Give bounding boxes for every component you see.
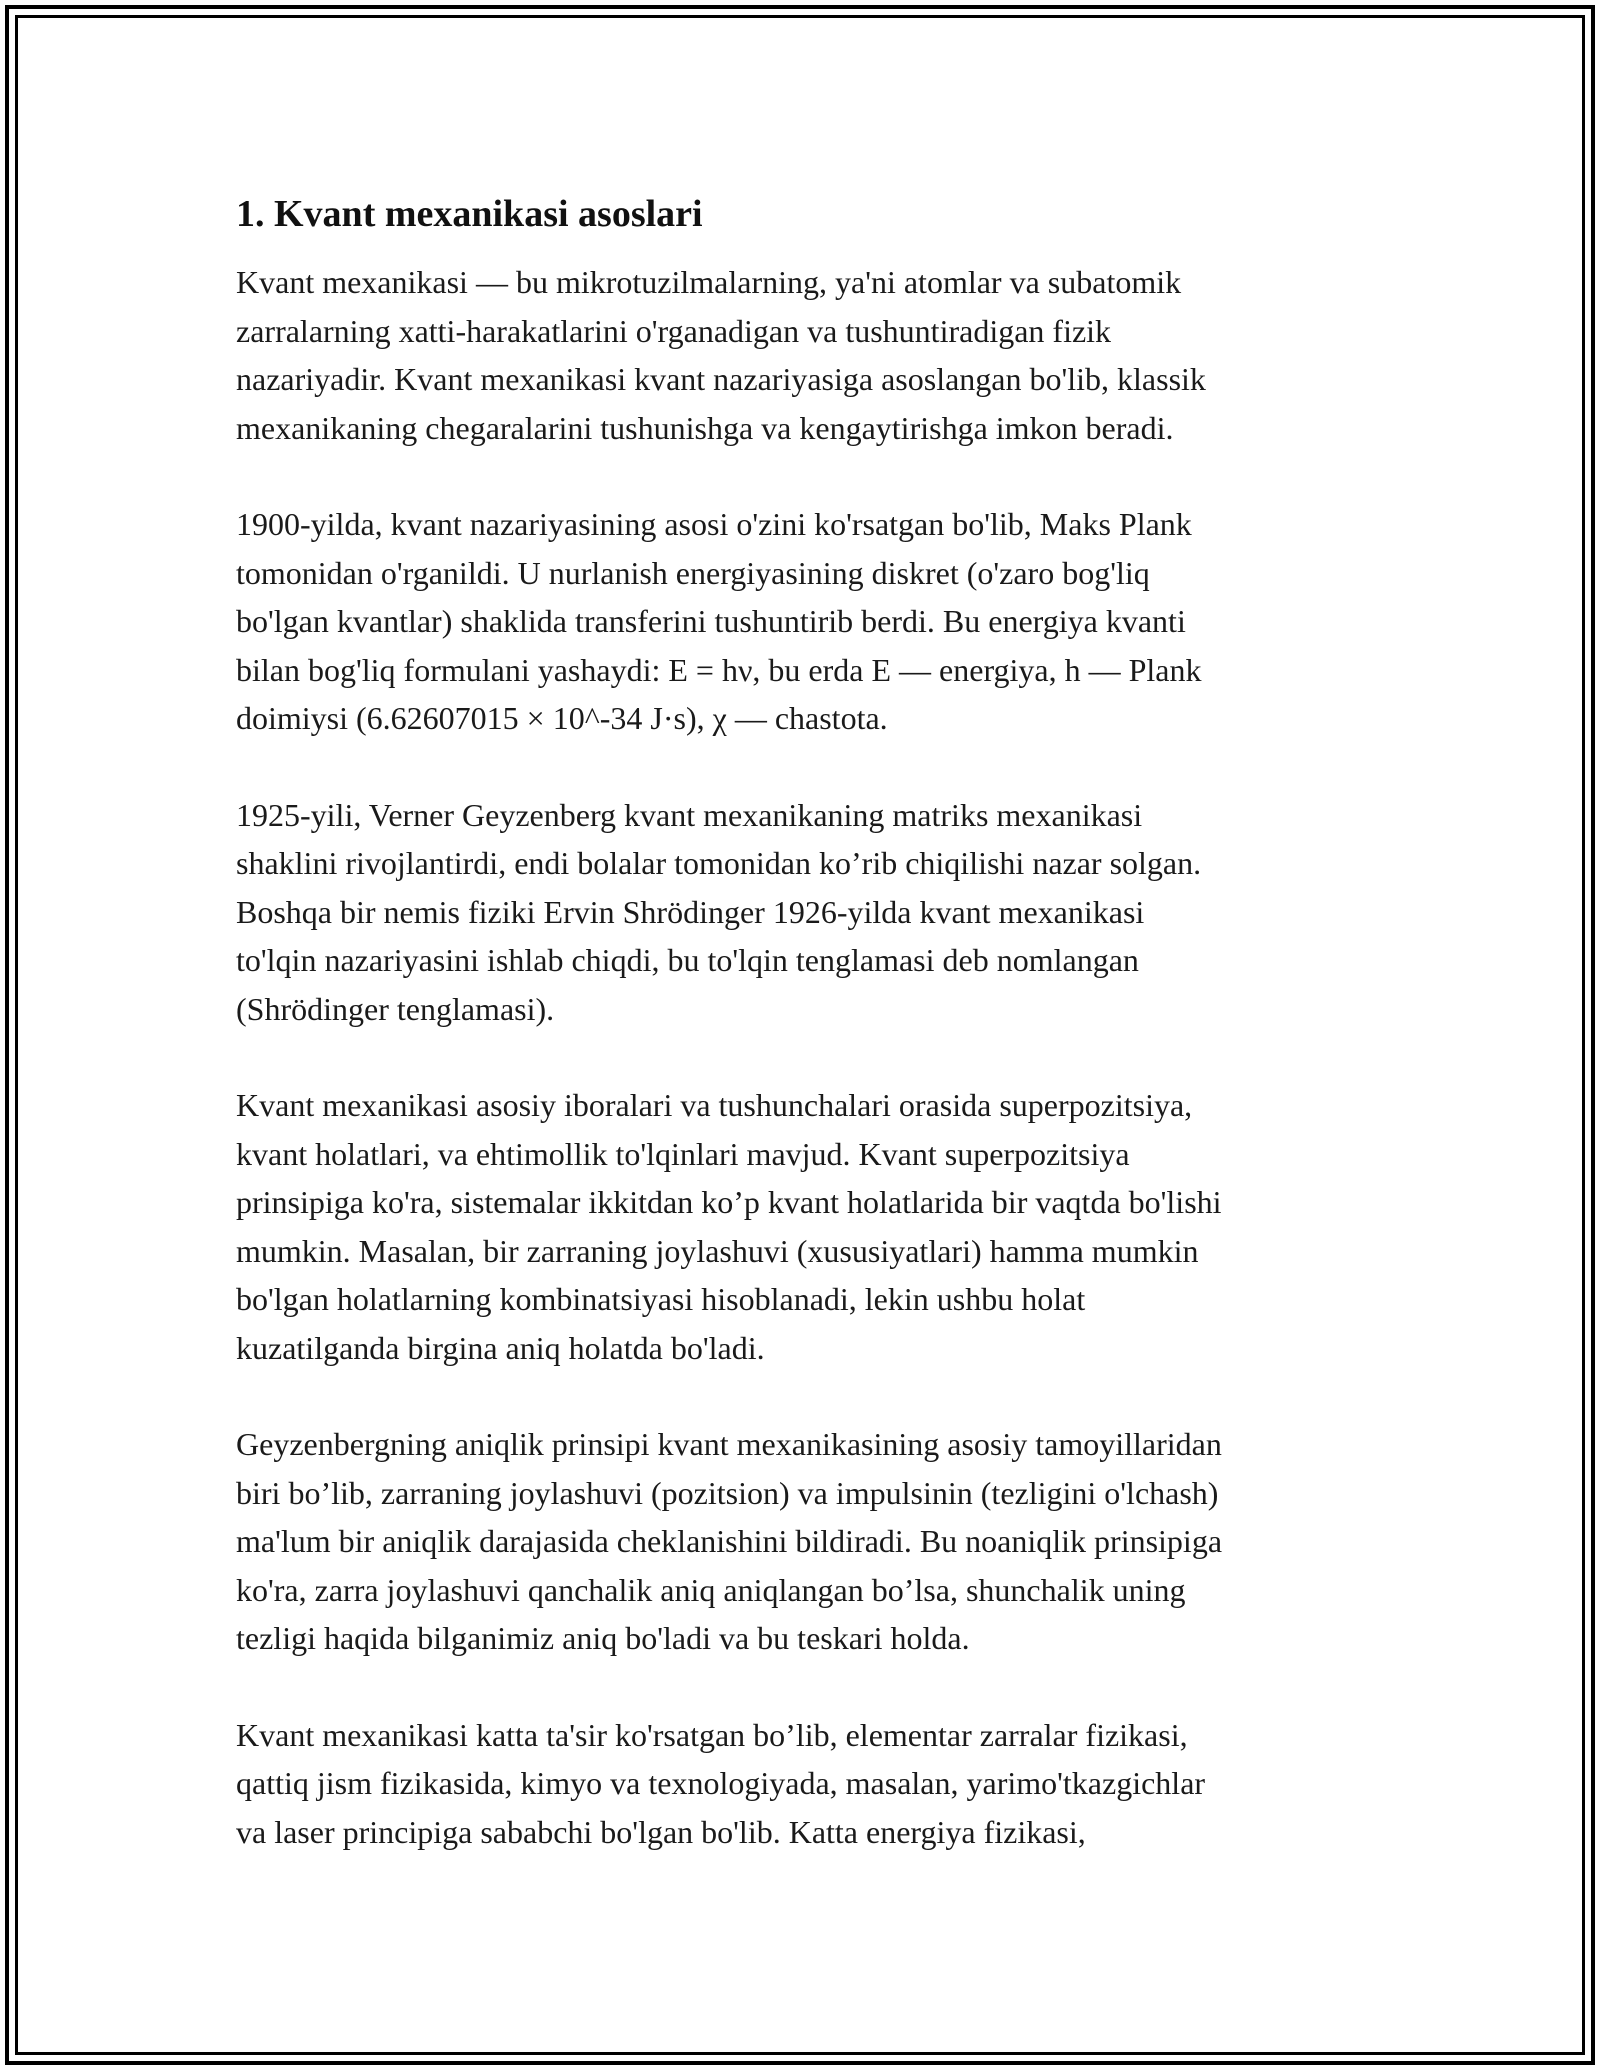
text-line: Kvant mexanikasi — bu mikrotuzilmalarning, ya'ni atomlar va subatomik (236, 264, 1182, 300)
paragraph-uncertainty (236, 1420, 1376, 1663)
text-line: doimiysi (6.62607015 × 10^-34 J·s), χ — chastota. (236, 700, 888, 736)
text-line: kvant holatlari, va ehtimollik to'lqinlari mavjud. Kvant superpozitsiya (236, 1135, 1130, 1172)
text-line: zarralarning xatti-harakatlarini o'rganadigan va tushuntiradigan fizik (236, 312, 1112, 349)
paragraph-intro (236, 258, 1376, 452)
text-line: Kvant mexanikasi asosiy iboralari va tushunchalari orasida superpozitsiya, (236, 1087, 1193, 1123)
text-line: Geyzenbergning aniqlik prinsipi kvant mexanikasining asosiy tamoyillaridan (236, 1426, 1222, 1462)
text-line: (Shrödinger tenglamasi). (236, 990, 555, 1027)
paragraph-superposition (236, 1081, 1376, 1372)
text-line: qattiq jism fizikasida, kimyo va texnologiyada, masalan, yarimo'tkazgichlar (236, 1765, 1206, 1801)
text-line: mumkin. Masalan, bir zarraning joylashuvi (xususiyatlari) hamma mumkin (236, 1232, 1199, 1269)
paragraph-heisenberg-schrodinger (236, 791, 1376, 1034)
text-line: bilan bog'liq formulani yashaydi: E = hν, bu erda E — energiya, h — Plank (236, 651, 1202, 688)
text-line: shaklini rivojlantirdi, endi bolalar tomonidan ko’rib chiqilishi nazar solgan. (236, 845, 1202, 881)
text-line: ko'ra, zarra joylashuvi qanchalik aniq aniqlangan bo’lsa, shunchalik uning (236, 1571, 1186, 1608)
text-line: 1925-yili, Verner Geyzenberg kvant mexanikaning matriks mexanikasi (236, 796, 1143, 833)
paragraph-planck (236, 500, 1376, 743)
text-line: ma'lum bir aniqlik darajasida cheklanishini bildiradi. Bu noaniqlik prinsipiga (236, 1523, 1223, 1559)
text-line: va laser principiga sababchi bo'lgan bo'lib. Katta energiya fizikasi, (236, 1813, 1086, 1850)
text-line: biri bo’lib, zarraning joylashuvi (pozitsion) va impulsinin (tezligini o'lchash) (236, 1474, 1219, 1511)
text-line: Kvant mexanikasi katta ta'sir ko'rsatgan bo’lib, elementar zarralar fizikasi, (236, 1716, 1188, 1753)
section-heading: 1. Kvant mexanikasi asoslari (236, 193, 703, 235)
text-line: Boshqa bir nemis fiziki Ervin Shrödinger 1926-yilda kvant mexanikasi (236, 893, 1145, 930)
text-line: tezligi haqida bilganimiz aniq bo'ladi va bu teskari holda. (236, 1620, 970, 1656)
document-body (236, 190, 1376, 1904)
text-line: 1900-yilda, kvant nazariyasining asosi o'zini ko'rsatgan bo'lib, Maks Plank (236, 506, 1192, 542)
text-line: bo'lgan holatlarning kombinatsiyasi hisoblanadi, lekin ushbu holat (236, 1281, 1086, 1317)
text-line: tomonidan o'rganildi. U nurlanish energiyasining diskret (o'zaro bog'liq (236, 554, 1150, 591)
paragraph-impact (236, 1711, 1376, 1857)
text-line: prinsipiga ko'ra, sistemalar ikkitdan ko’p kvant holatlarida bir vaqtda bo'lishi (236, 1184, 1222, 1220)
text-line: nazariyadir. Kvant mexanikasi kvant nazariyasiga asoslangan bo'lib, klassik (236, 361, 1206, 397)
text-line: bo'lgan kvantlar) shaklida transferini tushuntirib berdi. Bu energiya kvanti (236, 603, 1186, 639)
text-line: mexanikaning chegaralarini tushunishga va kengaytirishga imkon beradi. (236, 409, 1174, 446)
text-line: kuzatilganda birgina aniq holatda bo'ladi. (236, 1329, 765, 1366)
text-line: to'lqin nazariyasini ishlab chiqdi, bu to'lqin tenglamasi deb nomlangan (236, 942, 1139, 978)
